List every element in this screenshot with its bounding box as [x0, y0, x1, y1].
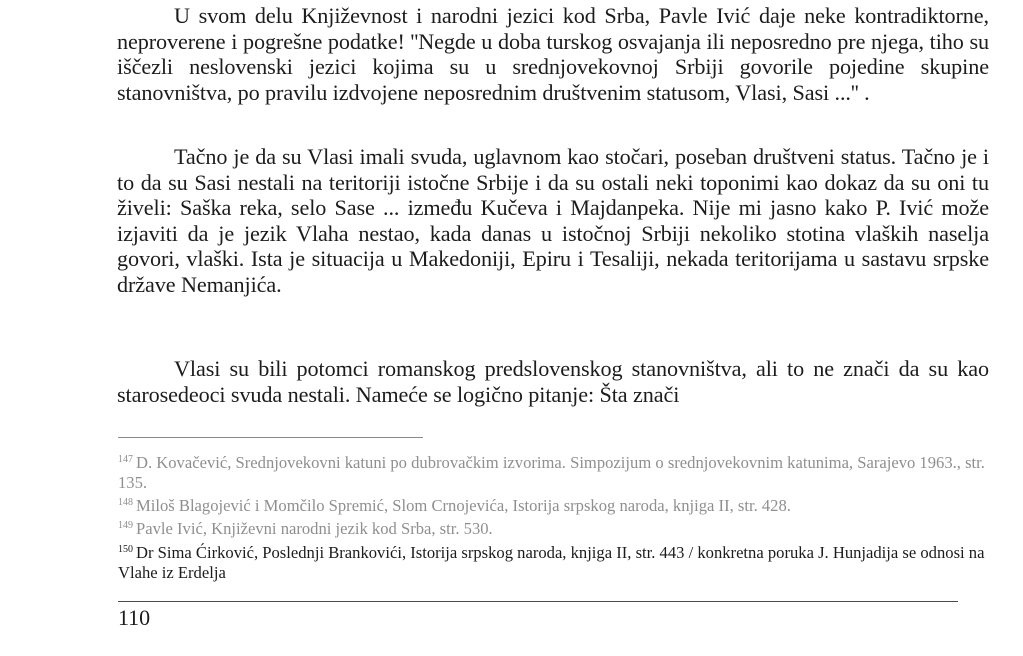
paragraph-1: U svom delu Književnost i narodni jezici kod Srba, Pavle Ivić daje neke kontradiktorne, neproverene i pogrešne podatke! ''Negde u doba turskog osvajanja ili neposredno pre njega, tiho su iščezli neslovenski jezici kojima su u srednjovekovnoj Srbiji govorile pojedine skupine stanovništva, po pravilu izdvojene neposrednim društvenim statusom, Vlasi, Sasi ...'' . [117, 3, 989, 105]
footnote-number: 147 [118, 454, 133, 465]
footnote-148 [118, 493, 990, 516]
paragraph-2: Tačno je da su Vlasi imali svuda, uglavnom kao stočari, poseban društveni status. Tačno je i to da su Sasi nestali na teritoriji istočne Srbije i da su ostali neki toponimi kao dokaz da su oni tu živeli: Saška reka, selo Sase ... između Kučeva i Majdanpeka. Nije mi jasno kako P. Ivić može izjaviti da je jezik Vlaha nestao, kada danas u istočnoj Srbiji nekoliko stotina vlaških naselja govori, vlaški. Ista je situacija u Makedoniji, Epiru i Tesaliji, nekada teritorijama u sastavu srpske države Nemanjića. [117, 144, 989, 297]
footnote-147 [118, 450, 990, 493]
footnote-number: 150 [118, 544, 133, 555]
footnote-number: 148 [118, 497, 133, 508]
page-number: 110 [118, 605, 151, 630]
paragraph-3: Vlasi su bili potomci romanskog predslovenskog stanovništva, ali to ne znači da su kao starosedeoci svuda nestali. Nameće se logično pitanje: Šta znači [117, 356, 989, 407]
page-bottom-rule [118, 601, 958, 602]
footnote-separator [118, 437, 423, 438]
footnote-text: Pavle Ivić, Književni narodni jezik kod Srba, str. 530. [136, 519, 493, 538]
footnote-text: Dr Sima Ćirković, Poslednji Brankovići, Istorija srpskog naroda, knjiga II, str. 443 / konkretna poruka J. Hunjadija se odnosi na Vlahe iz Erdelja [118, 543, 985, 582]
footnote-149 [118, 516, 990, 539]
footnotes [118, 450, 990, 583]
footnote-number: 149 [118, 520, 133, 531]
footnote-text: Miloš Blagojević i Momčilo Spremić, Slom Crnojevića, Istorija srpskog naroda, knjiga II, str. 428. [136, 496, 791, 515]
footnote-150 [118, 540, 990, 583]
footnote-text: D. Kovačević, Srednjovekovni katuni po dubrovačkim izvorima. Simpozijum o srednjovekovnim katunima, Sarajevo 1963., str. 135. [118, 453, 985, 492]
